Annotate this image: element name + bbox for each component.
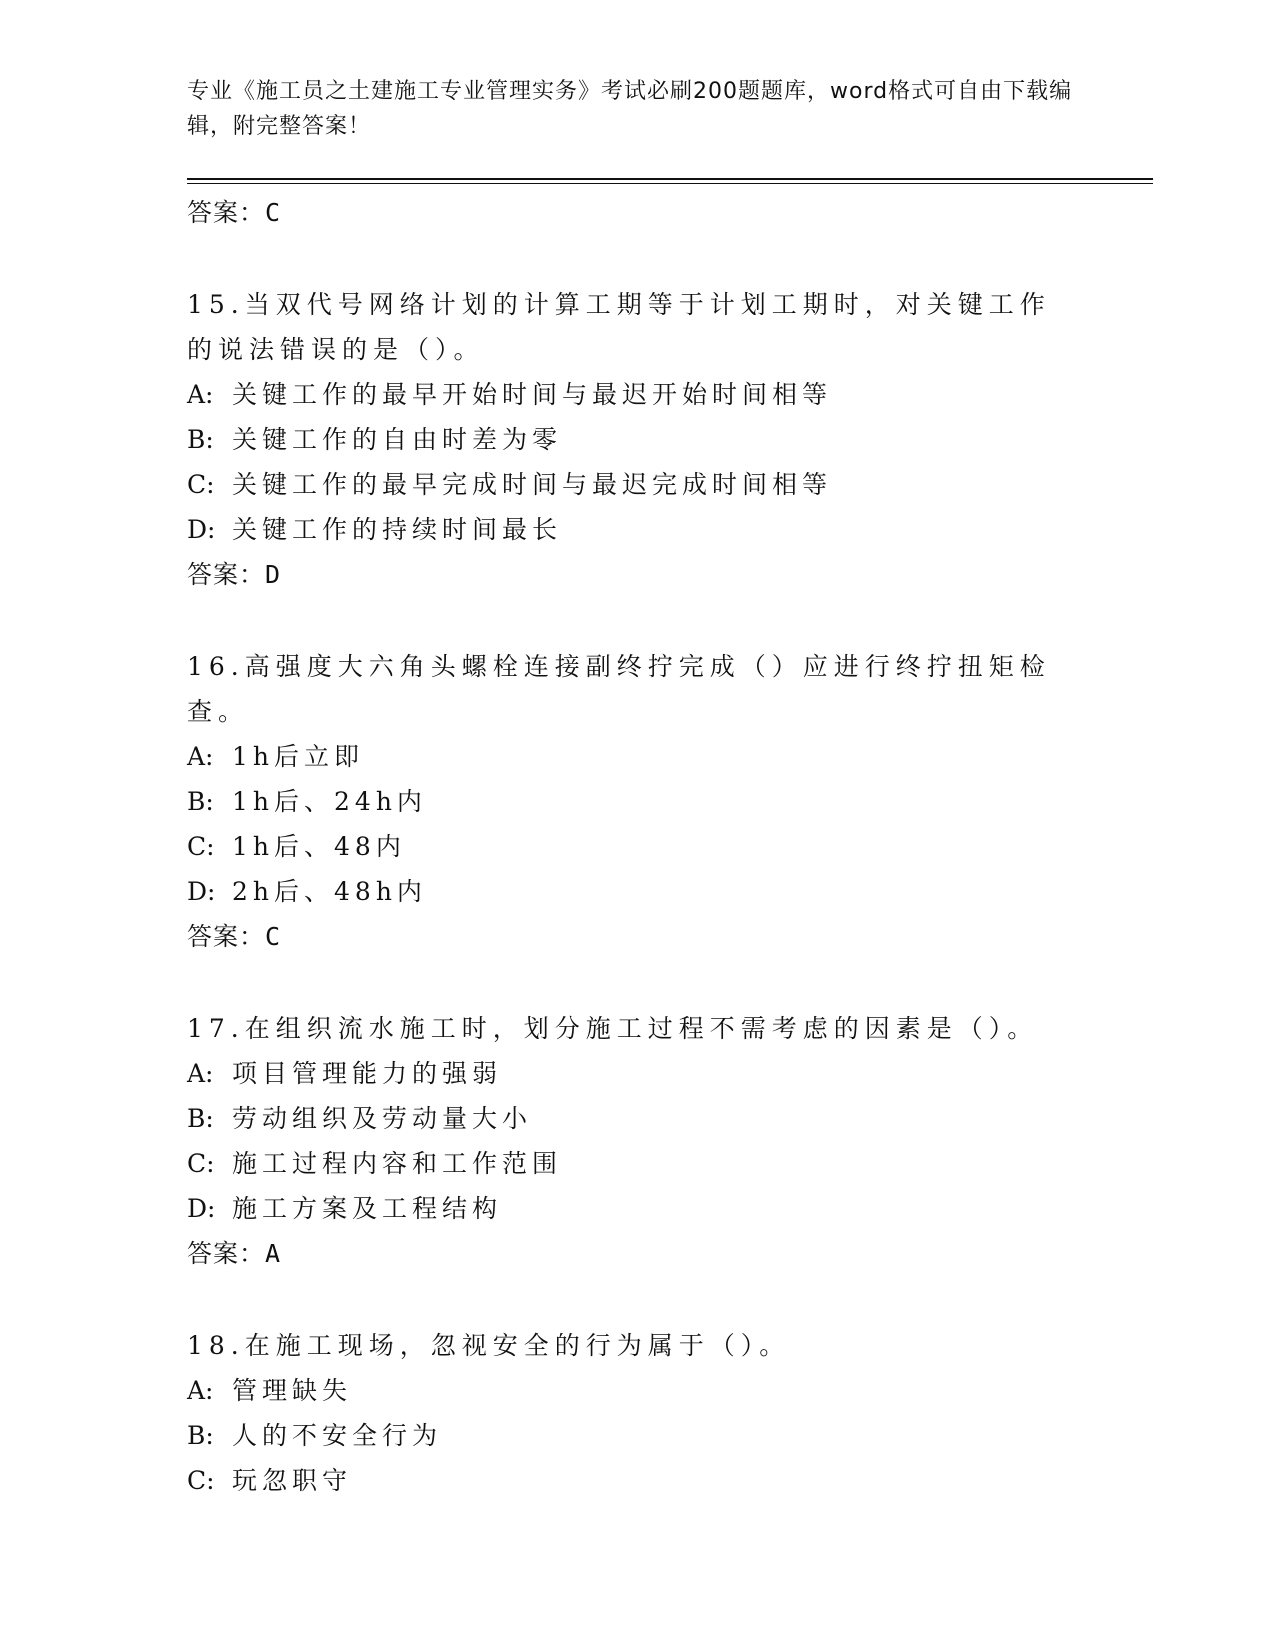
option-text: 1h后立即 bbox=[232, 742, 365, 771]
option-letter: A: bbox=[187, 380, 214, 409]
option-text: 施工方案及工程结构 bbox=[232, 1194, 503, 1223]
option-letter: D: bbox=[187, 515, 216, 544]
option-letter: A: bbox=[187, 1059, 214, 1088]
option-letter: A: bbox=[187, 1376, 214, 1405]
option-text: 关键工作的持续时间最长 bbox=[232, 515, 563, 544]
option-text: 1h后、48内 bbox=[232, 832, 406, 861]
option-text: 1h后、24h内 bbox=[232, 787, 427, 816]
option-c bbox=[187, 824, 1153, 869]
question-16 bbox=[187, 644, 1153, 960]
option-text: 施工过程内容和工作范围 bbox=[232, 1149, 563, 1178]
option-b bbox=[187, 779, 1153, 824]
question-17 bbox=[187, 1006, 1153, 1277]
question-18 bbox=[187, 1323, 1153, 1503]
question-list bbox=[187, 190, 1153, 1503]
option-text: 关键工作的自由时差为零 bbox=[232, 425, 563, 454]
option-text: 项目管理能力的强弱 bbox=[232, 1059, 503, 1088]
option-d bbox=[187, 869, 1153, 914]
option-text: 劳动组织及劳动量大小 bbox=[232, 1104, 533, 1133]
option-text: 人的不安全行为 bbox=[232, 1421, 443, 1450]
option-letter: C: bbox=[187, 1466, 215, 1495]
header-rule-thick bbox=[187, 178, 1153, 180]
option-text: 管理缺失 bbox=[232, 1376, 353, 1405]
header-rule-thin bbox=[187, 183, 1153, 184]
option-a bbox=[187, 734, 1153, 779]
answer-line: 答案：C bbox=[187, 922, 282, 951]
option-letter: C: bbox=[187, 832, 215, 861]
option-c bbox=[187, 1458, 1153, 1503]
option-text: 玩忽职守 bbox=[232, 1466, 353, 1495]
answer-line: 答案：A bbox=[187, 1239, 282, 1268]
answer-line: 答案：D bbox=[187, 560, 282, 589]
option-a bbox=[187, 1051, 1153, 1096]
option-b bbox=[187, 417, 1153, 462]
option-d bbox=[187, 507, 1153, 552]
option-letter: B: bbox=[187, 425, 214, 454]
answer-line: 答案：C bbox=[187, 198, 282, 227]
question-text: 17.在组织流水施工时，划分施工过程不需考虑的因素是（）。 bbox=[187, 1014, 1039, 1043]
option-letter: B: bbox=[187, 787, 214, 816]
option-text: 2h后、48h内 bbox=[232, 877, 427, 906]
option-letter: D: bbox=[187, 1194, 216, 1223]
option-letter: B: bbox=[187, 1421, 214, 1450]
option-text: 关键工作的最早完成时间与最迟完成时间相等 bbox=[232, 470, 833, 499]
question-text: 16.高强度大六角头螺栓连接副终拧完成（）应进行终拧扭矩检查。 bbox=[187, 652, 1051, 726]
option-a bbox=[187, 372, 1153, 417]
option-b bbox=[187, 1096, 1153, 1141]
option-letter: A: bbox=[187, 742, 214, 771]
option-c bbox=[187, 462, 1153, 507]
option-c bbox=[187, 1141, 1153, 1186]
option-a bbox=[187, 1368, 1153, 1413]
question-text: 15.当双代号网络计划的计算工期等于计划工期时，对关键工作的说法错误的是（）。 bbox=[187, 290, 1051, 364]
option-b bbox=[187, 1413, 1153, 1458]
option-d bbox=[187, 1186, 1153, 1231]
document-header: 专业《施工员之土建施工专业管理实务》考试必刷200题题库，word格式可自由下载编辑，附完整答案！ bbox=[187, 79, 1073, 139]
option-letter: C: bbox=[187, 1149, 215, 1178]
option-text: 关键工作的最早开始时间与最迟开始时间相等 bbox=[232, 380, 833, 409]
question-15 bbox=[187, 282, 1153, 598]
option-letter: B: bbox=[187, 1104, 214, 1133]
option-letter: D: bbox=[187, 877, 216, 906]
question-text: 18.在施工现场，忽视安全的行为属于（）。 bbox=[187, 1331, 791, 1360]
option-letter: C: bbox=[187, 470, 215, 499]
